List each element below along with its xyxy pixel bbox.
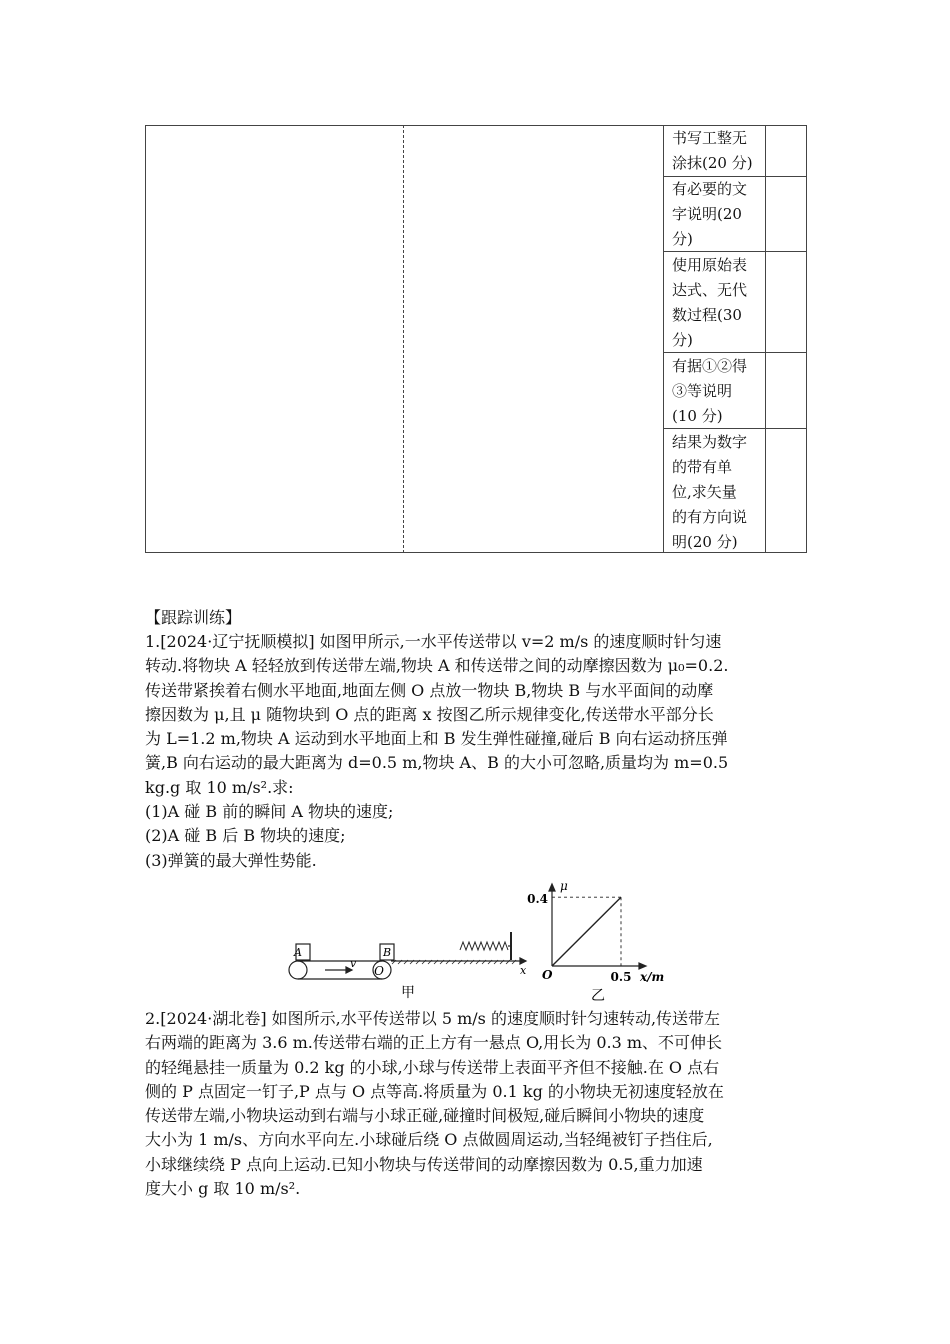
caption-jia: 甲	[401, 985, 415, 1001]
criterion-4: 有据①②得 ③等说明 (10 分)	[672, 357, 748, 425]
q2-line: 2.[2024·湖北卷] 如图所示,水平传送带以 5 m/s 的速度顺时针匀速转动,传送带左	[145, 1009, 721, 1028]
q1-sub-question: (3)弹簧的最大弹性势能.	[145, 850, 317, 870]
q1-line: 传送带紧挨着右侧水平地面,地面左侧 O 点放一物块 B,物块 B 与水平面间的动摩	[145, 680, 714, 700]
spring	[460, 942, 508, 950]
criterion-5: 结果为数字 的带有单 位,求矢量 的有方向说 明(20 分)	[672, 433, 748, 551]
q2-line: 右两端的距离为 3.6 m.传送带右端的正上方有一悬点 O,用长为 0.3 m、不可伸长	[145, 1033, 723, 1053]
q2-line: 传送带左端,小物块运动到右端与小球正碰,碰撞时间极短,碰后瞬间小物块的速度	[145, 1106, 705, 1126]
x-axis-unit-label: x/m	[640, 970, 665, 984]
q2-line: 的轻绳悬挂一质量为 0.2 kg 的小球,小球与传送带上表面平齐但不接触.在 O 点右	[145, 1057, 720, 1077]
caption-yi: 乙	[591, 988, 605, 1004]
figure-conveyor-and-graph	[280, 880, 680, 1005]
y-tick-label: 0.4	[527, 892, 548, 906]
label-v: v	[350, 957, 357, 970]
criterion-3: 使用原始表 达式、无代 数过程(30 分)	[672, 256, 748, 349]
q2-line: 大小为 1 m/s、方向水平向左.小球碰后绕 O 点做圆周运动,当轻绳被钉子挡住后,	[145, 1130, 713, 1150]
q1-line: 簧,B 向右运动的最大距离为 d=0.5 m,物块 A、B 的大小可忽略,质量均为 m=0.5	[145, 753, 729, 773]
q2-line: 侧的 P 点固定一钉子,P 点与 O 点等高.将质量为 0.1 kg 的小物块无初速度轻放在	[145, 1081, 724, 1101]
q2-line: 小球继续绕 P 点向上运动.已知小物块与传送带间的动摩擦因数为 0.5,重力加速	[145, 1154, 703, 1174]
figure-yi	[549, 884, 646, 969]
q1-line: 1.[2024·辽宁抚顺模拟] 如图甲所示,一水平传送带以 v=2 m/s 的速度顺时针匀速	[145, 632, 722, 651]
mu-series-line	[552, 897, 621, 966]
criterion-2: 有必要的文 字说明(20 分)	[672, 180, 748, 248]
q1-sub-question: (1)A 碰 B 前的瞬间 A 物块的速度;	[145, 802, 394, 822]
origin-label: O	[542, 968, 553, 982]
label-o: O	[374, 964, 384, 978]
left-roller	[289, 961, 307, 979]
label-a: A	[294, 946, 302, 959]
dashed-divider	[403, 125, 404, 553]
q2-line: 度大小 g 取 10 m/s².	[145, 1179, 301, 1199]
q1-sub-question: (2)A 碰 B 后 B 物块的速度;	[145, 826, 346, 846]
label-b: B	[382, 946, 392, 959]
q1-line: 为 L=1.2 m,物块 A 运动到水平地面上和 B 发生弹性碰撞,碰后 B 向右运动挤压弹	[145, 729, 728, 749]
section-title: 【跟踪训练】	[145, 608, 242, 627]
q1-line: kg.g 取 10 m/s².求:	[145, 777, 294, 797]
question-2	[145, 1007, 825, 1201]
q1-line: 转动.将物块 A 轻轻放到传送带左端,物块 A 和传送带之间的动摩擦因数为 μ₀=0.2.	[145, 656, 729, 676]
criterion-1: 书写工整无 涂抹(20 分)	[672, 129, 753, 172]
q1-line: 擦因数为 μ,且 μ 随物块到 O 点的距离 x 按图乙所示规律变化,传送带水平部分长	[145, 704, 714, 724]
label-x: x	[520, 964, 527, 977]
y-axis-label: μ	[560, 880, 568, 893]
x-tick-label: 0.5	[610, 970, 632, 984]
score-column	[765, 125, 766, 553]
question-1	[145, 630, 825, 873]
figure-jia	[289, 932, 526, 979]
